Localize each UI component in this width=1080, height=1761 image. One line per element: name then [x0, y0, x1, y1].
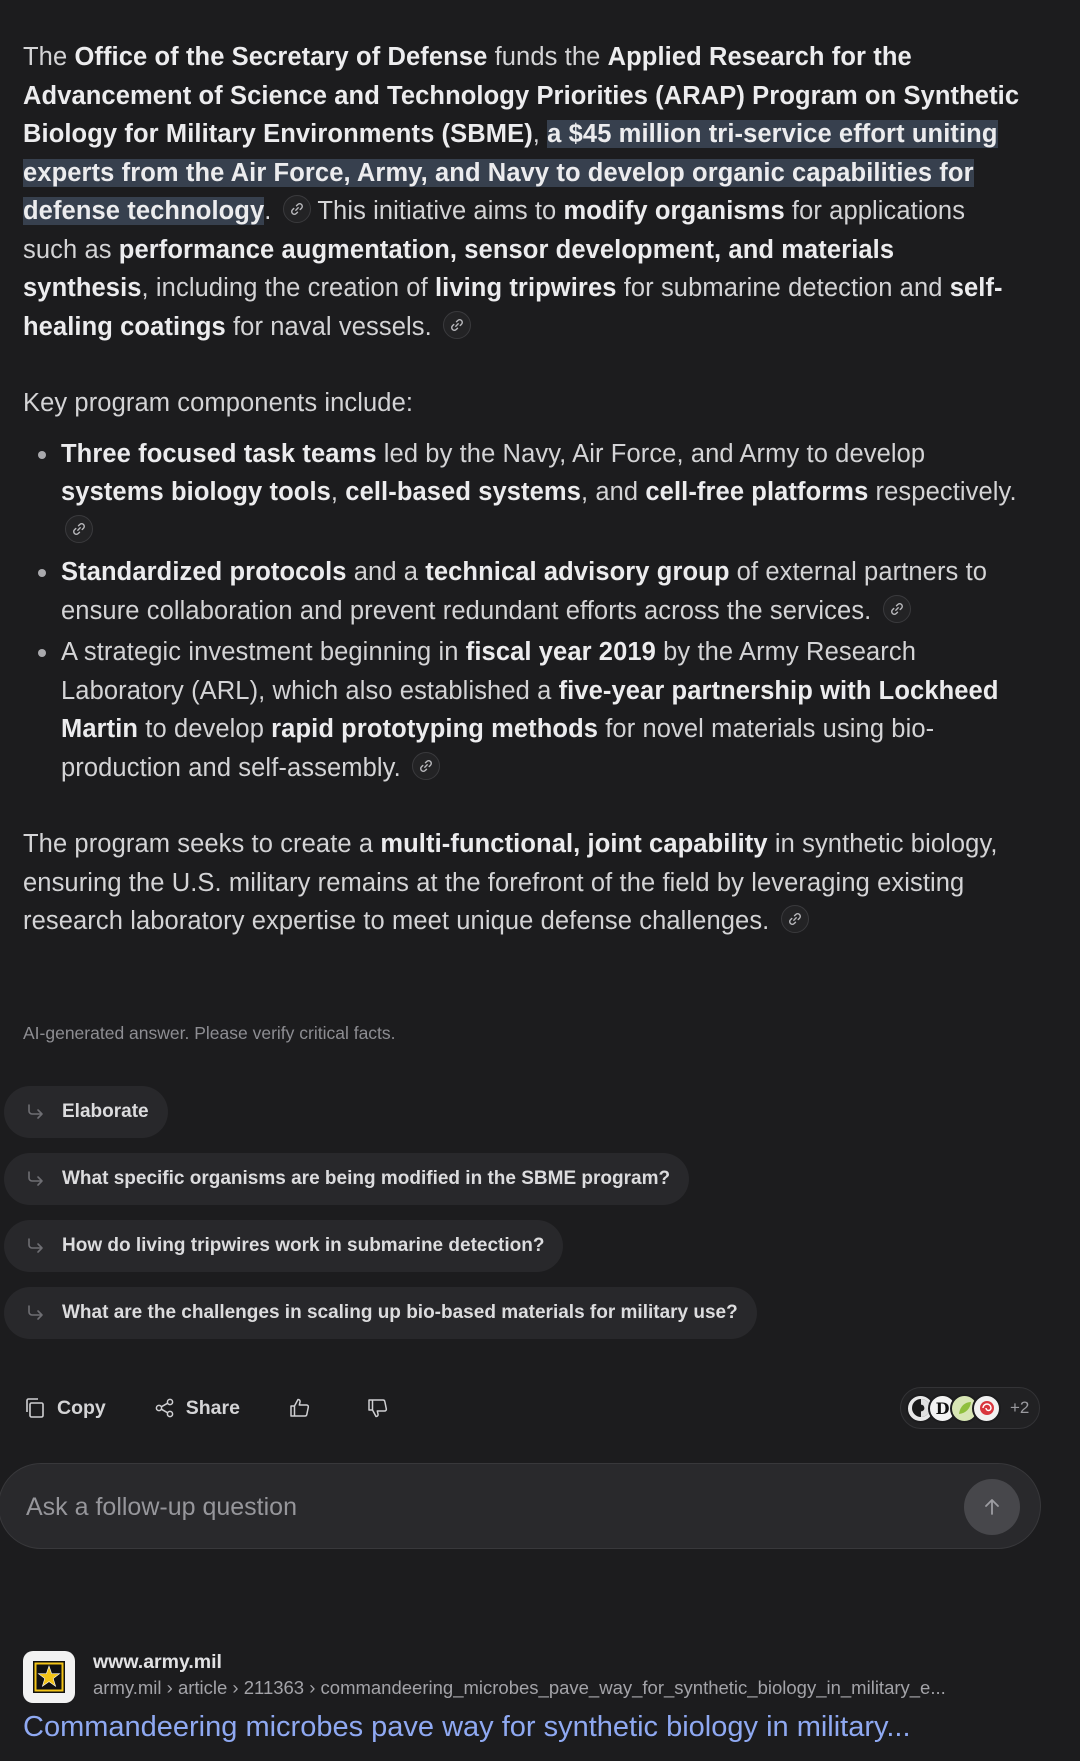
suggestion-chip[interactable]: Elaborate [4, 1086, 168, 1138]
citation-link-icon[interactable] [443, 311, 471, 339]
components-list [23, 435, 1023, 788]
list-item: A strategic investment beginning in fiscal year 2019 by the Army Research Laboratory (ARL), which also established a five-year partnership with Lockheed Martin to develop rapid prototyping methods for novel materials using bio-production and self-assembly. [23, 633, 1023, 787]
follow-up-arrow-icon [24, 1235, 46, 1257]
result-site: www.army.mil [93, 1651, 222, 1673]
answer-paragraph-2: Key program components include: [23, 389, 414, 417]
follow-up-arrow-icon [24, 1101, 46, 1123]
list-item: Standardized protocols and a technical advisory group of external partners to ensure collaboration and prevent redundant efforts across the services. [23, 553, 1023, 630]
sources-button[interactable] [900, 1387, 1040, 1429]
share-button[interactable]: Share [154, 1397, 240, 1420]
citation-link-icon[interactable] [883, 595, 911, 623]
answer-actions [23, 1386, 400, 1430]
arrow-up-icon [981, 1496, 1003, 1518]
result-title-link[interactable]: Commandeering microbes pave way for synthetic biology in military... [23, 1711, 911, 1743]
more-sources-count: +2 [1010, 1398, 1030, 1417]
source-favicon-icon [972, 1394, 1001, 1423]
ai-disclaimer: AI-generated answer. Please verify critical facts. [23, 1023, 396, 1043]
suggestion-chip[interactable]: How do living tripwires work in submarine detection? [4, 1220, 563, 1272]
answer-paragraph-3: The program seeks to create a multi-functional, joint capability in synthetic biology, ensuring the U.S. military remains at the forefront of the field by leveraging existing research laboratory expertise to meet unique defense challenges. [23, 830, 998, 935]
result-breadcrumb: army.mil › article › 211363 › commandeering_microbes_pave_way_for_synthetic_biology_in_military_e... [93, 1677, 946, 1698]
thumbs-down-button[interactable] [366, 1396, 400, 1420]
thumbs-up-button[interactable] [288, 1396, 322, 1420]
send-button[interactable] [964, 1479, 1020, 1535]
answer-paragraph-1: The Office of the Secretary of Defense funds the Applied Research for the Advancement of Science and Technology Priorities (ARAP) Program on Synthetic Biology for Military Environments (SBME), a $45 million tri-service effort uniting experts from the Air Force, Army, and Navy to develop organic capabilities for defense technology. This initiative aims to modify organisms for applications such as performance augmentation, sensor development, and materials synthesis, including the creation of living tripwires for submarine detection and self-healing coatings for naval vessels. [23, 43, 1020, 341]
highlighted-claim: a $45 million tri-service effort uniting experts from the Air Force, Army, and Navy to develop organic capabilities for defense technology [23, 120, 998, 225]
follow-up-arrow-icon [24, 1302, 46, 1324]
source-favicon-icon: D [928, 1394, 957, 1423]
follow-up-input[interactable] [24, 1484, 928, 1530]
citation-link-icon[interactable] [65, 515, 93, 543]
copy-icon [23, 1396, 47, 1420]
citation-link-icon[interactable] [283, 195, 311, 223]
suggestion-chip[interactable]: What specific organisms are being modified in the SBME program? [4, 1153, 689, 1205]
suggestion-chip[interactable]: What are the challenges in scaling up bio-based materials for military use? [4, 1287, 757, 1339]
army-star-icon [23, 1651, 75, 1703]
share-icon [154, 1397, 176, 1419]
follow-up-bar [0, 1463, 1041, 1549]
list-item: Three focused task teams led by the Navy, Air Force, and Army to develop systems biology tools, cell-based systems, and cell-free platforms respectively. [23, 435, 1023, 551]
thumbs-up-icon [288, 1396, 312, 1420]
copy-button[interactable]: Copy [23, 1396, 106, 1420]
follow-up-arrow-icon [24, 1168, 46, 1190]
citation-link-icon[interactable] [412, 752, 440, 780]
answer-body [23, 38, 1023, 941]
citation-link-icon[interactable] [781, 905, 809, 933]
thumbs-down-icon [366, 1396, 390, 1420]
